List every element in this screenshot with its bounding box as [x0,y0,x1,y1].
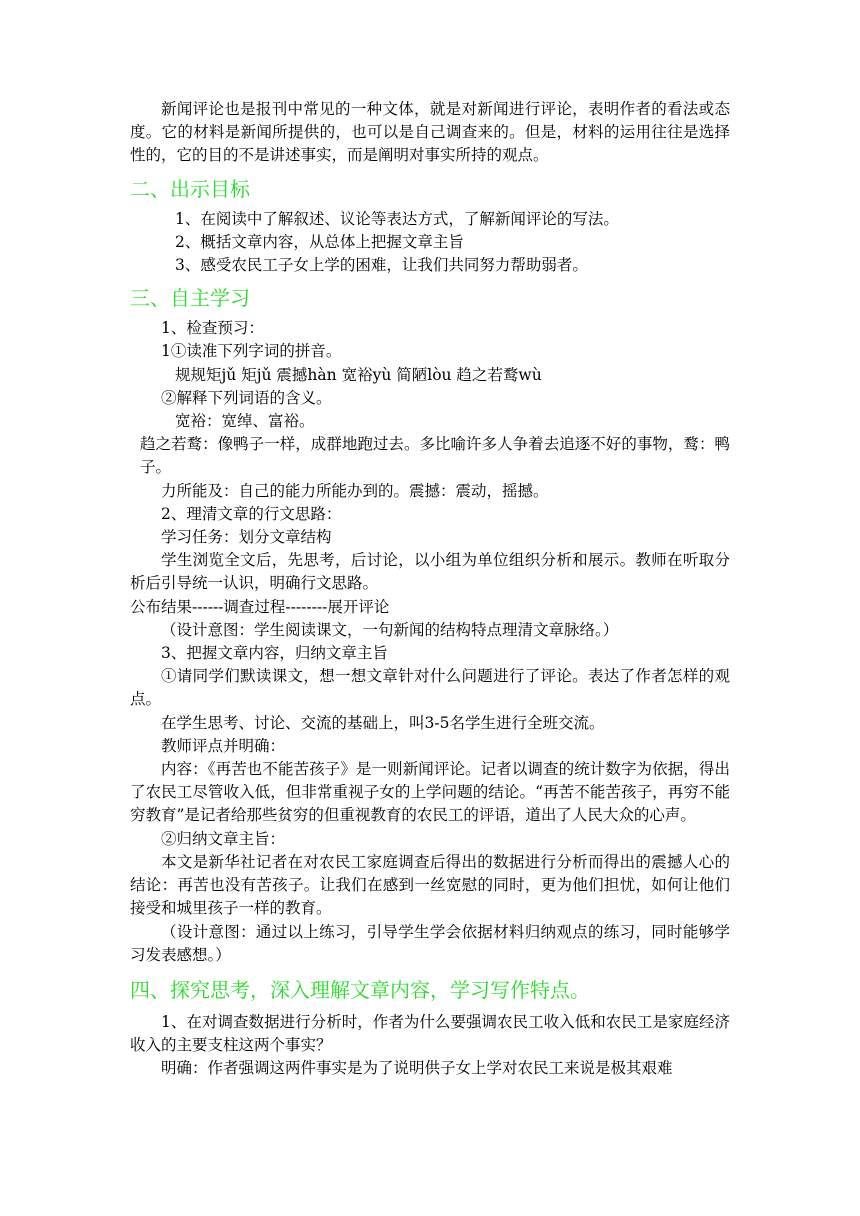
body-paragraph: 明确：作者强调这两件事实是为了说明供子女上学对农民工来说是极其艰难 [161,1059,673,1078]
section-heading-exploration: 四、探究思考，深入理解文章内容，学习写作特点。 [130,977,590,1002]
goal-item: 1、在阅读中了解叙述、议论等表达方式，了解新闻评论的写法。 [175,209,619,228]
body-paragraph: （设计意图：学生阅读课文，一句新闻的结构特点理清文章脉络。） [161,620,619,639]
exploration-body [130,1011,730,1081]
body-paragraph: 学生浏览全文后，先思考，后讨论，以小组为单位组织分析和展示。教师在听取分析后引导统一认识，明确行文思路。 [130,551,730,593]
body-paragraph: 趋之若鹜：像鸭子一样，成群地跑过去。多比喻许多人争着去追逐不好的事物，鹜：鸭子。 [140,435,730,477]
body-paragraph: 内容：《再苦也不能苦孩子》是一则新闻评论。记者以调查的统计数字为依据，得出了农民工尽管收入低，但非常重视子女的上学问题的结论。“再苦不能苦孩子，再穷不能穷教育”是记者给那些贫穷的但重视教育的农民工的评语，道出了人民大众的心声。 [130,760,730,825]
body-paragraph: 3、把握文章内容，归纳文章主旨 [161,644,388,663]
section-heading-goals: 二、出示目标 [130,176,250,201]
body-paragraph: 宽裕：宽绰、富裕。 [175,412,315,431]
body-paragraph: 1、在对调查数据进行分析时，作者为什么要强调农民工收入低和农民工是家庭经济收入的主要支柱这两个事实？ [130,1012,730,1055]
self-study-body [130,317,730,967]
body-paragraph: 力所能及：自己的能力所能办到的。震撼：震动，摇撼。 [161,481,549,500]
body-paragraph: （设计意图：通过以上练习，引导学生学会依据材料归纳观点的练习，同时能够学习发表感想。） [130,922,730,964]
document-page [130,98,730,1081]
goal-item: 2、概括文章内容，从总体上把握文章主旨 [175,232,464,251]
body-paragraph: ①请同学们默读课文，想一想文章针对什么问题进行了评论。表达了作者怎样的观点。 [130,667,730,709]
body-paragraph: 2、理清文章的行文思路： [161,504,342,523]
body-paragraph: 本文是新华社记者在对农民工家庭调查后得出的数据进行分析而得出的震撼人心的结论：再苦也没有苦孩子。让我们在感到一丝宽慰的同时，更为他们担忧，如何让他们接受和城里孩子一样的教育。 [130,852,730,918]
goal-item: 3、感受农民工子女上学的困难，让我们共同努力帮助弱者。 [175,256,588,275]
body-paragraph: 规规矩jǔ 矩jǔ 震撼hàn 宽裕yù 简陋lòu 趋之若鹜wù [175,365,542,384]
section-heading-self-study: 三、自主学习 [130,286,250,311]
body-paragraph: 1、检查预习： [161,319,264,338]
body-paragraph: 公布结果------调查过程--------展开评论 [130,597,390,616]
body-paragraph: 学习任务：划分文章结构 [161,528,332,547]
body-paragraph: 在学生思考、讨论、交流的基础上，叫3-5名学生进行全班交流。 [161,713,605,732]
body-paragraph: ②归纳文章主旨： [161,829,286,848]
body-paragraph: ②解释下列词语的含义。 [161,388,332,407]
body-paragraph: 1①读准下列字词的拼音。 [161,342,342,361]
intro-paragraph: 新闻评论也是报刊中常见的一种文体，就是对新闻进行评论，表明作者的看法或态度。它的材料是新闻所提供的，也可以是自己调查来的。但是，材料的运用往往是选择性的，它的目的不是讲述事实，而是阐明对事实所持的观点。 [130,100,730,165]
body-paragraph: 教师评点并明确： [161,736,286,755]
